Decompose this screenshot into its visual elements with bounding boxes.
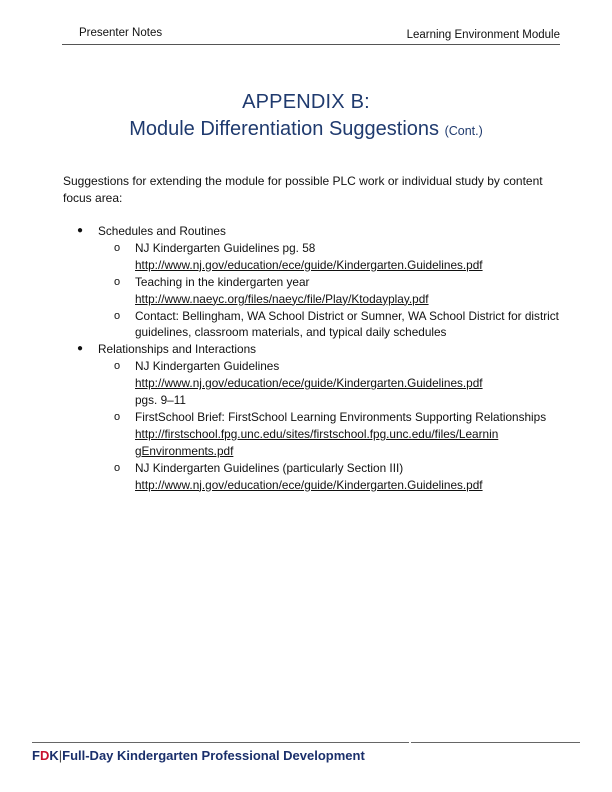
link[interactable]: http://firstschool.fpg.unc.edu/sites/firstschool.fpg.unc.edu/files/Learnin (135, 426, 499, 441)
circle-bullet-icon: o (114, 275, 121, 288)
circle-bullet-icon: o (114, 410, 121, 423)
link[interactable]: http://www.nj.gov/education/ece/guide/Kindergarten.Guidelines.pdf (135, 477, 483, 492)
circle-bullet-icon: o (114, 360, 121, 373)
item-text: Contact: Bellingham, WA School District or Sumner, WA School District for district guidelines, classroom materials, and typical daily schedules (135, 308, 559, 340)
footer-rule-right (411, 742, 580, 743)
section-label: Relationships and Interactions (98, 342, 257, 357)
header-left: Presenter Notes (79, 27, 163, 39)
suggestion-list (0, 223, 612, 494)
list-item (0, 240, 612, 274)
list-item (0, 274, 612, 308)
list-item (0, 308, 612, 342)
bullet-icon: ● (77, 225, 84, 236)
appendix-title: APPENDIX B: (242, 91, 370, 113)
logo-d: D (39, 748, 50, 763)
header-right: Learning Environment Module (406, 29, 560, 41)
subtitle-cont: (Cont.) (444, 124, 483, 138)
section-relationships (0, 341, 612, 358)
link[interactable]: http://www.nj.gov/education/ece/guide/Kindergarten.Guidelines.pdf (135, 376, 483, 391)
item-text: NJ Kindergarten Guidelines (particularly Section III) (135, 460, 404, 475)
item-text: Teaching in the kindergarten year (135, 274, 310, 289)
list-item (0, 409, 612, 460)
intro-paragraph: Suggestions for extending the module for possible PLC work or individual study by content focus area: (63, 174, 543, 205)
item-text: NJ Kindergarten Guidelines (135, 359, 280, 374)
subtitle-text: Module Differentiation Suggestions (129, 118, 440, 140)
section-schedules (0, 223, 612, 240)
link[interactable]: http://www.nj.gov/education/ece/guide/Kindergarten.Guidelines.pdf (135, 257, 483, 272)
link-continued[interactable]: gEnvironments.pdf (135, 443, 234, 458)
item-pages: pgs. 9–11 (135, 393, 186, 408)
section-label: Schedules and Routines (98, 224, 226, 238)
logo-separator: | (58, 748, 63, 763)
footer-rule-left (32, 742, 409, 743)
header-rule (62, 44, 560, 45)
footer-brand (32, 748, 365, 763)
appendix-subtitle (0, 118, 612, 141)
list-item (0, 358, 612, 409)
bullet-icon: ● (77, 343, 84, 355)
footer-text: Full-Day Kindergarten Professional Development (62, 748, 365, 763)
item-text: NJ Kindergarten Guidelines pg. 58 (135, 240, 316, 255)
link[interactable]: http://www.naeyc.org/files/naeyc/file/Play/Ktodayplay.pdf (135, 291, 429, 306)
list-item (0, 460, 612, 494)
circle-bullet-icon: o (114, 309, 121, 322)
circle-bullet-icon: o (114, 461, 121, 474)
logo-f: F (32, 748, 40, 763)
logo-k: K (49, 748, 59, 763)
item-text: FirstSchool Brief: FirstSchool Learning Environments Supporting Relationships (135, 409, 547, 424)
circle-bullet-icon: o (114, 241, 121, 254)
